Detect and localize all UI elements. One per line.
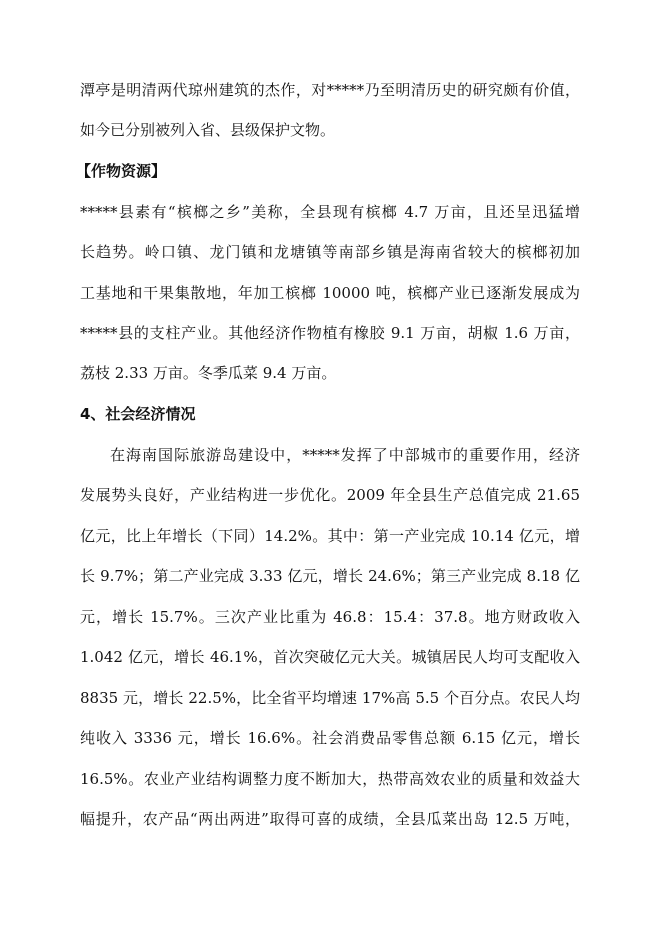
economy-line-4: 长 9.7%；第二产业完成 3.33 亿元，增长 24.6%；第三产业完成 8.18 亿 [80,567,580,585]
economy-line-5: 元，增长 15.7%。三次产业比重为 46.8：15.4：37.8。地方财政收入 [80,608,580,626]
crops-line-5: 荔枝 2.33 万亩。冬季瓜菜 9.4 万亩。 [80,364,337,382]
paragraph-1-line-1: 潭亭是明清两代琼州建筑的杰作，对*****乃至明清历史的研究颇有价值， [80,81,580,99]
section-heading-economy: 4、社会经济情况 [80,405,196,423]
crops-line-3: 工基地和干果集散地，年加工槟榔 10000 吨，槟榔产业已逐渐发展成为 [80,284,580,302]
economy-line-2: 发展势头良好，产业结构进一步优化。2009 年全县生产总值完成 21.65 [80,486,580,504]
section-heading-crops: 【作物资源】 [76,162,167,180]
crops-line-2: 长趋势。岭口镇、龙门镇和龙塘镇等南部乡镇是海南省较大的槟榔初加 [80,243,580,261]
crops-line-1: *****县素有“槟榔之乡”美称，全县现有槟榔 4.7 万亩，且还呈迅猛增 [80,203,580,221]
economy-line-3: 亿元，比上年增长（下同）14.2%。其中：第一产业完成 10.14 亿元，增 [80,527,580,545]
economy-line-1: 在海南国际旅游岛建设中，*****发挥了中部城市的重要作用，经济 [110,446,580,464]
paragraph-1-line-2: 如今已分别被列入省、县级保护文物。 [80,121,336,139]
economy-line-8: 纯收入 3336 元，增长 16.6%。社会消费品零售总额 6.15 亿元，增长 [80,729,580,747]
crops-line-4: *****县的支柱产业。其他经济作物植有橡胶 9.1 万亩，胡椒 1.6 万亩， [80,324,580,342]
economy-line-9: 16.5%。农业产业结构调整力度不断加大，热带高效农业的质量和效益大 [80,770,580,788]
economy-line-7: 8835 元，增长 22.5%，比全省平均增速 17%高 5.5 个百分点。农民人均 [80,689,580,707]
economy-line-10: 幅提升，农产品“两出两进”取得可喜的成绩，全县瓜菜出岛 12.5 万吨， [80,810,580,828]
economy-line-6: 1.042 亿元，增长 46.1%，首次突破亿元大关。城镇居民人均可支配收入 [80,648,580,666]
